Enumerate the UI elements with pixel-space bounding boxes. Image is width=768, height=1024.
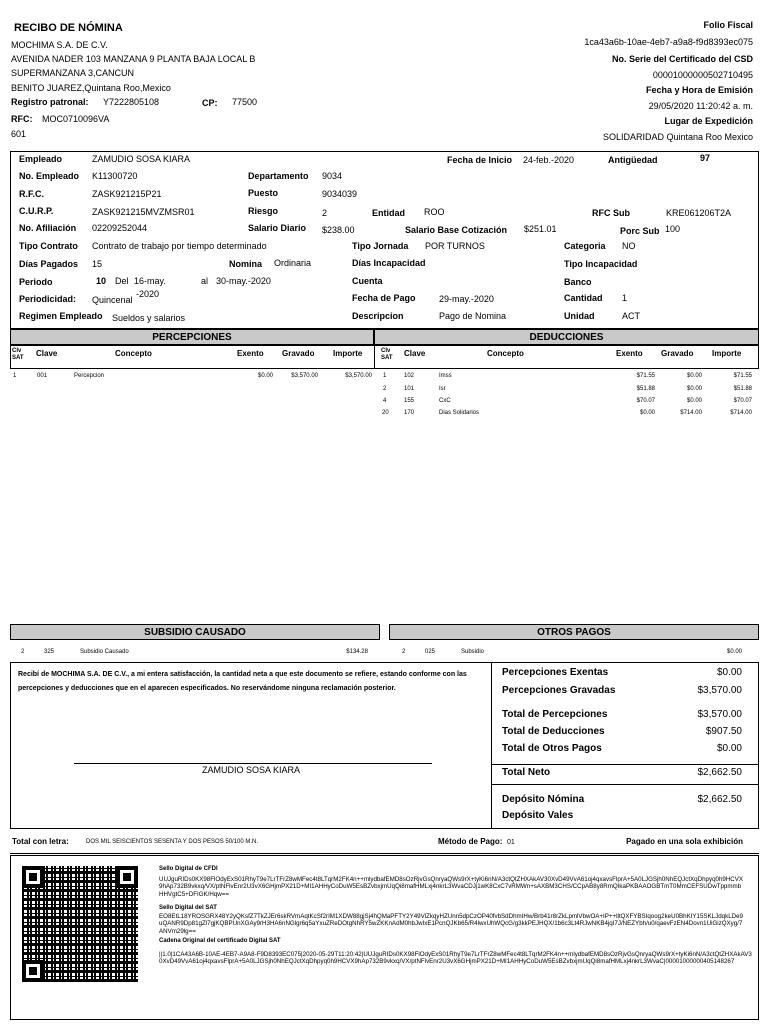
deposito-nomina-label: Depósito Nómina — [502, 794, 585, 805]
ded-row-exento: $70.07 — [636, 398, 655, 404]
perc-gravadas-label: Percepciones Gravadas — [502, 685, 616, 696]
perc-exentas-value: $0.00 — [716, 667, 742, 678]
fecha-pago-value: 29-may.-2020 — [439, 294, 494, 304]
antiguedad-label: Antigüedad — [608, 155, 658, 165]
fecha-pago-label: Fecha de Pago — [352, 293, 416, 303]
antiguedad-value: 97 — [700, 153, 711, 163]
lugar-value: SOLIDARIDAD Quintana Roo Mexico — [602, 132, 753, 142]
cantidad-value: 1 — [622, 293, 628, 303]
ded-col-clv: Clv SAT — [381, 348, 393, 361]
tipo-jornada-label: Tipo Jornada — [352, 241, 409, 251]
exhibicion-text: Pagado en una sola exhibición — [626, 837, 743, 846]
cadena-value: ||1.0|1CA43A6B-10AE-4EB7-A9A8-F9D8393EC075|2020-05-29T11:20:42|UUJguRIDs0KX98FlOdyExS01RhyT9e7LrTFrZ8wMFec4t8LTqrM2FK4n++mlydbafEMD8sOzRjvGsQnryaQWs9rX+tyKi6nN/A3ctQtZHXAkAV30XvD49VvA61oj4qxavsFlprA+5A0LJGSjh0NhEQJctXqDhpyq0h9HCVX9hAp732B9vkxq/VX/ptNFlvEnr2U3vX6GHjmPX21D+MI1AHHyCoDuW5EsBZvbxjmUqQi8mafHMLxj4nkrL3WvaC|00001000000405148267 — [159, 951, 752, 966]
regimen-emp-label: Regimen Empleado — [19, 311, 103, 321]
cantidad-label: Cantidad — [564, 293, 603, 303]
dias-pagados-label: Días Pagados — [19, 259, 79, 269]
periodo-al-label: al — [201, 276, 209, 286]
otros-concepto: Subsidio — [461, 649, 485, 655]
unidad-label: Unidad — [564, 311, 595, 321]
recibi-text: Recibí de MOCHIMA S.A. DE C.V., a mi entera satisfacción, la cantidad neta a que este documento se refiere, estando conforme con las percepciones y deducciones que en el aparecen especificados. No reservándome ninguna reclamación posterior. — [18, 671, 467, 692]
ded-col-gravado: Gravado — [661, 349, 694, 358]
sello-cfdi-label: Sello Digital de CFDI — [159, 866, 218, 872]
total-neto-label: Total Neto — [502, 767, 551, 778]
otros-clv: 2 — [402, 649, 406, 655]
document-title: RECIBO DE NÓMINA — [14, 22, 123, 34]
empleado-label: Empleado — [19, 154, 63, 164]
ded-row-importe: $51.88 — [733, 386, 752, 392]
empleado-value: ZAMUDIO SOSA KIARA — [92, 154, 191, 164]
ded-row-gravado: $0.00 — [686, 373, 702, 379]
nomina-value: Ordinaria — [274, 258, 312, 268]
fecha-emision-value: 29/05/2020 11:20:42 a. m. — [648, 101, 753, 111]
periodo-al-value: 30-may.-2020 — [216, 276, 271, 286]
ded-row-importe: $71.55 — [733, 373, 752, 379]
ded-col-clave: Clave — [404, 349, 426, 358]
rfc-sub-label: RFC Sub — [592, 208, 630, 218]
periodo-label: Periodo — [19, 277, 53, 287]
ded-row-importe: $70.07 — [733, 398, 752, 404]
folio-value: 1ca43a6b-10ae-4eb7-a9a8-f9d8393ec075 — [584, 37, 753, 47]
company-address-line1: AVENIDA NADER 103 MANZANA 9 PLANTA BAJA LOCAL B — [11, 54, 256, 64]
afiliacion-label: No. Afiliación — [19, 223, 77, 233]
salario-diario-value: $238.00 — [322, 225, 355, 235]
banco-label: Banco — [564, 277, 592, 287]
rfc-label: RFC: — [11, 114, 33, 124]
dias-incapacidad-label: Días Incapacidad — [352, 258, 426, 268]
qr-finder — [116, 866, 138, 888]
registro-value: Y7222805108 — [103, 97, 160, 107]
ded-row-clave: 155 — [404, 398, 415, 404]
csd-value: 00001000000502710495 — [652, 70, 753, 80]
folio-label: Folio Fiscal — [703, 20, 753, 30]
ded-col-exento: Exento — [616, 349, 643, 358]
ded-row-concepto: Imss — [439, 373, 452, 379]
ded-row-clave: 102 — [404, 373, 415, 379]
departamento-value: 9034 — [322, 171, 343, 181]
nomina-label: Nomina — [229, 259, 263, 269]
num-empleado-value: K11300720 — [92, 171, 138, 181]
riesgo-value: 2 — [322, 208, 328, 218]
ded-row-gravado: $0.00 — [686, 386, 702, 392]
company-address-line3: BENITO JUAREZ,Quintana Roo,Mexico — [11, 83, 171, 93]
registro-label: Registro patronal: — [11, 97, 89, 107]
periodicidad-label: Periodicidad: — [19, 294, 77, 304]
ded-row-exento: $71.55 — [636, 373, 655, 379]
descripcion-value: Pago de Nomina — [439, 311, 507, 321]
total-ded-value: $907.50 — [705, 726, 742, 737]
cp-label: CP: — [202, 98, 218, 108]
perc-col-clv: Clv SAT — [12, 348, 24, 361]
ded-col-concepto: Concepto — [487, 349, 524, 358]
cp-value: 77500 — [232, 97, 258, 107]
metodo-label: Método de Pago: — [438, 837, 503, 846]
otros-clave: 025 — [425, 649, 436, 655]
ded-row-concepto: Isr — [439, 386, 446, 392]
percepciones-header: PERCEPCIONES — [10, 329, 374, 345]
tipo-incapacidad-label: Tipo Incapacidad — [564, 259, 638, 269]
total-otros-value: $0.00 — [716, 743, 742, 754]
ded-row-clv: 4 — [383, 398, 387, 404]
fecha-inicio-value: 24-feb.-2020 — [523, 155, 575, 165]
riesgo-label: Riesgo — [248, 206, 279, 216]
otros-importe: $0.00 — [726, 649, 742, 655]
csd-label: No. Serie del Certificado del CSD — [611, 54, 753, 64]
regimen-emp-value: Sueldos y salarios — [112, 313, 186, 323]
rfc-emp-value: ZASK921215P21 — [92, 189, 162, 199]
rfc-sub-value: KRE061206T2A — [666, 208, 732, 218]
sello-sat-value: EO8EtL18YROSGRX48Y2yQKsfZ7TkZJEr6skRVmAqtKcSf2rIM1XDW88gjSj4hQMaPFTY2Y49VlZkqyHZUnn5dpCzOP40fvbSdDhmIHw/Brb41r8rZkLpmlVbwOA+IP++lltQXFYBSIqoog2keU0BhKIY15SKLJdqkLDe9uQANR9Dp81gZl7gjKQBPUnXGAy9rH3HA6nNGlgr6q5aYxuZReDOtgNhRY5wZKKnAdM0hbJwIxE1PcnQJKb65/R4lwxUhWQcG/g3kkPEJHQX/1b6c3Lt4RJwNKB4jqI7J/NEZYbh/u0/qaevFzEN4Dovn1UiGizQXyg/7ANVm29lg== — [159, 913, 743, 935]
unidad-value: ACT — [622, 311, 640, 321]
ded-col-importe: Importe — [712, 349, 742, 358]
total-letra-label: Total con letra: — [12, 837, 69, 846]
ded-row-clave: 101 — [404, 386, 415, 392]
ded-row-exento: $0.00 — [639, 410, 655, 416]
perc-row-clave: 001 — [37, 373, 48, 379]
company-address-line2: SUPERMANZANA 3,CANCUN — [11, 68, 135, 78]
total-letra-value: DOS MIL SEISCIENTOS SESENTA Y DOS PESOS 50/100 M.N. — [86, 839, 259, 845]
ded-row-exento: $51.88 — [636, 386, 655, 392]
entidad-label: Entidad — [372, 208, 405, 218]
porc-sub-value: 100 — [665, 224, 681, 234]
afiliacion-value: 02209252044 — [92, 223, 148, 233]
regimen-code: 601 — [11, 129, 27, 139]
periodicidad-value: Quincenal — [92, 295, 133, 305]
subsidio-clv: 2 — [21, 649, 25, 655]
total-neto-value: $2,662.50 — [697, 767, 742, 778]
perc-row-importe: $3,570.00 — [345, 373, 372, 379]
periodo-del-label: Del — [115, 276, 129, 286]
perc-col-gravado: Gravado — [282, 349, 315, 358]
fecha-emision-label: Fecha y Hora de Emisión — [645, 85, 753, 95]
perc-col-exento: Exento — [237, 349, 264, 358]
cadena-label: Cadena Original del certificado Digital SAT — [159, 938, 281, 944]
total-perc-value: $3,570.00 — [697, 709, 742, 720]
periodo-year: -2020 — [136, 289, 160, 299]
metodo-value: 01 — [507, 839, 515, 846]
perc-exentas-label: Percepciones Exentas — [502, 667, 609, 678]
company-name: MOCHIMA S.A. DE C.V. — [11, 40, 108, 50]
total-otros-label: Total de Otros Pagos — [502, 743, 602, 754]
fecha-inicio-label: Fecha de Inicio — [447, 155, 513, 165]
subsidio-header: SUBSIDIO CAUSADO — [10, 624, 380, 640]
puesto-value: 9034039 — [322, 189, 358, 199]
ded-row-gravado: $0.00 — [686, 398, 702, 404]
ded-row-gravado: $714.00 — [680, 410, 702, 416]
perc-col-concepto: Concepto — [115, 349, 152, 358]
deducciones-header: DEDUCCIONES — [374, 329, 759, 345]
descripcion-label: Descripcion — [352, 311, 404, 321]
signature-name: ZAMUDIO SOSA KIARA — [202, 765, 301, 775]
perc-col-importe: Importe — [333, 349, 363, 358]
ded-row-concepto: CxC — [439, 398, 451, 404]
subsidio-clave: 325 — [44, 649, 55, 655]
salario-diario-label: Salario Diario — [248, 223, 307, 233]
tipo-contrato-value: Contrato de trabajo por tiempo determinado — [92, 241, 267, 251]
ded-row-concepto: Dias Solidarios — [439, 410, 480, 416]
subsidio-concepto: Subsidio Causado — [80, 649, 129, 655]
ded-row-clv: 1 — [383, 373, 387, 379]
tipo-jornada-value: POR TURNOS — [425, 241, 485, 251]
periodo-num: 10 — [96, 276, 107, 286]
perc-row-clv: 1 — [13, 373, 17, 379]
rfc-value: MOC0710096VA — [42, 114, 110, 124]
ded-row-importe: $714.00 — [730, 410, 752, 416]
dias-pagados-value: 15 — [92, 259, 103, 269]
periodo-del-value: 16-may. — [134, 276, 166, 286]
perc-col-clave: Clave — [36, 349, 58, 358]
departamento-label: Departamento — [248, 171, 309, 181]
puesto-label: Puesto — [248, 188, 279, 198]
total-ded-label: Total de Deducciones — [502, 726, 605, 737]
curp-label: C.U.R.P. — [19, 206, 54, 216]
curp-value: ZASK921215MVZMSR01 — [92, 207, 195, 217]
sello-sat-label: Sello Digital del SAT — [159, 905, 217, 911]
qr-finder — [22, 866, 44, 888]
ded-row-clv: 2 — [383, 386, 387, 392]
sbc-value: $251.01 — [524, 224, 557, 234]
qr-finder — [22, 960, 44, 982]
perc-gravadas-value: $3,570.00 — [697, 685, 742, 696]
perc-row-concepto: Percepcion — [74, 373, 105, 379]
categoria-label: Categoria — [564, 241, 606, 251]
porc-sub-label: Porc Sub — [620, 226, 660, 236]
ded-row-clv: 20 — [382, 410, 389, 416]
lugar-label: Lugar de Expedición — [664, 116, 753, 126]
deposito-vales-label: Depósito Vales — [502, 810, 574, 821]
subsidio-importe: $134.28 — [346, 649, 368, 655]
perc-row-exento: $0.00 — [257, 373, 273, 379]
categoria-value: NO — [622, 241, 636, 251]
sbc-label: Salario Base Cotización — [405, 225, 508, 235]
deposito-nomina-value: $2,662.50 — [697, 794, 742, 805]
total-perc-label: Total de Percepciones — [502, 709, 608, 720]
num-empleado-label: No. Empleado — [19, 171, 80, 181]
sello-cfdi-value: UUJguRIDs0KX98FlOdyExS01RhyT9e7LrTFrZ8wMFec4t8LTqrM2FK4n++mlydbafEMD8sOzRjvGsQnryaQWs9rX+tyKi6nN/A3ctQtZHXAkAV30XvD49VvA61oj4qxavsFlprA+5A0LJGSjh0NhEQJctXqDhpyq0h9HCVX9hAp732B9vkxq/VX/ptNFlvEnr2U3vX6GHjmPX21D+MI1AHHyCoDuW5EsBZvbxjmUqQi8mafHMLxj4nkrL3WvaCDJj1wK8CxC7vRMWn+sAXBM3CHS/CCpAB8y8RmQIkaPKBAAOGBTmT0MmCEFSUDwTppmmbHHVgtC5+DFIGK/Hqw== — [159, 876, 744, 898]
cuenta-label: Cuenta — [352, 276, 383, 286]
otros-pagos-header: OTROS PAGOS — [389, 624, 759, 640]
tipo-contrato-label: Tipo Contrato — [19, 241, 78, 251]
rfc-emp-label: R.F.C. — [19, 189, 45, 199]
ded-row-clave: 170 — [404, 410, 415, 416]
entidad-value: ROO — [424, 207, 445, 217]
qr-code — [22, 866, 138, 982]
perc-row-gravado: $3,570.00 — [291, 373, 318, 379]
